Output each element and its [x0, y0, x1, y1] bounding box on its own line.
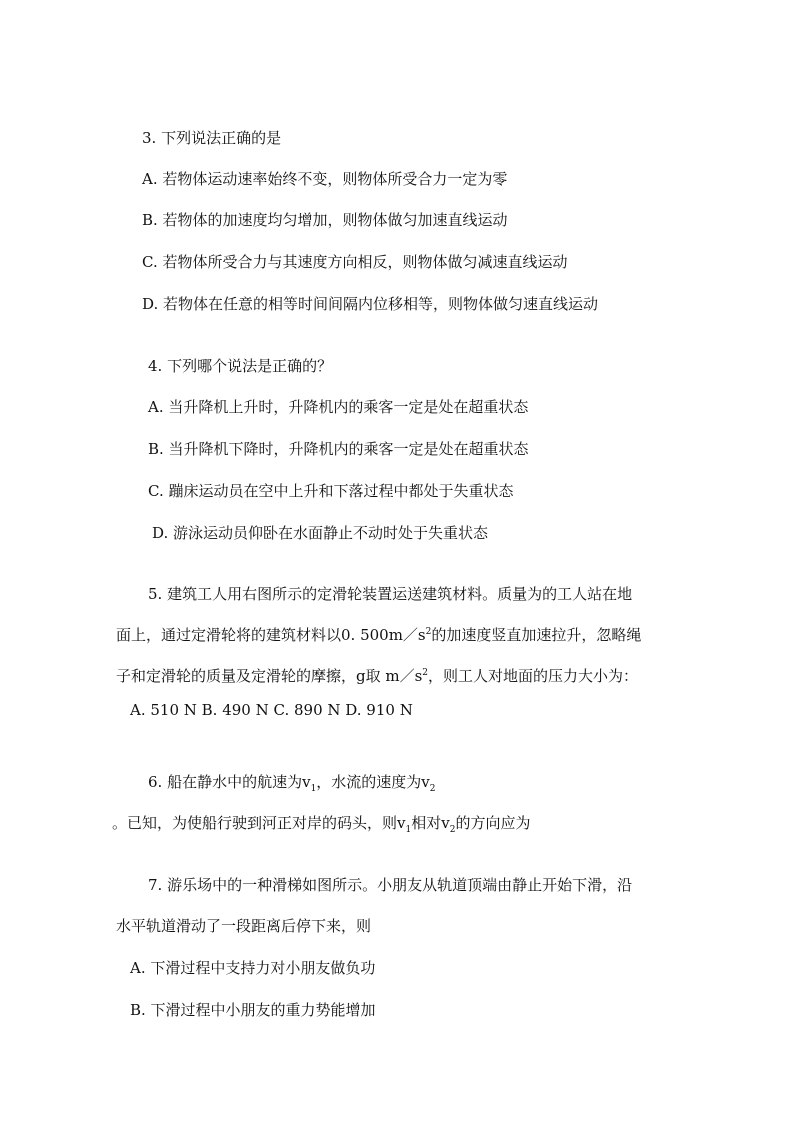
q3-option-b: B. 若物体的加速度均匀增加，则物体做匀加速直线运动: [142, 211, 508, 229]
q6-stem-line-2-text-b: 相对v: [411, 814, 450, 832]
q6-stem-line-1-text-b: ，水流的速度为v: [316, 773, 430, 791]
q6-stem-line-1-text-a: 6. 船在静水中的航速为v: [148, 773, 311, 791]
q6-stem-line-2-subscript-2: 2: [449, 825, 456, 835]
q7-option-a: A. 下滑过程中支持力对小朋友做负功: [130, 959, 376, 977]
q6-stem-line-2: [112, 813, 530, 833]
q4-option-d: D. 游泳运动员仰卧在水面静止不动时处于失重状态: [152, 524, 489, 542]
q6-stem-line-2-subscript-1: 1: [405, 825, 412, 835]
q5-stem-line-2-exponent: 2: [425, 627, 432, 637]
q5-stem-line-3-text-b: ，则工人对地面的压力大小为：: [428, 667, 639, 685]
q6-stem-line-2-text-a: 。已知，为使船行驶到河正对岸的码头，则v: [112, 814, 406, 832]
q5-stem-line-3-exponent: 2: [422, 668, 429, 678]
q6-stem-line-1-subscript-2: 2: [429, 784, 436, 794]
q4-stem: 4. 下列哪个说法是正确的？: [148, 357, 333, 375]
q4-option-c: C. 蹦床运动员在空中上升和下落过程中都处于失重状态: [148, 482, 514, 500]
q5-stem-line-3: [116, 666, 638, 686]
q4-option-b: B. 当升降机下降时，升降机内的乘客一定是处在超重状态: [148, 440, 529, 458]
q5-options: A. 510 N B. 490 N C. 890 N D. 910 N: [130, 701, 413, 719]
q3-option-c: C. 若物体所受合力与其速度方向相反，则物体做匀减速直线运动: [142, 253, 568, 271]
q3-option-d: D. 若物体在任意的相等时间间隔内位移相等，则物体做匀速直线运动: [142, 295, 599, 313]
q6-stem-line-1-subscript-1: 1: [310, 784, 317, 794]
q3-option-a: A. 若物体运动速率始终不变，则物体所受合力一定为零: [142, 170, 508, 188]
q7-stem-line-2: 水平轨道滑动了一段距离后停下来，则: [116, 917, 372, 935]
q4-option-a: A. 当升降机上升时，升降机内的乘客一定是处在超重状态: [148, 398, 529, 416]
q5-stem-line-2-text-a: 面上，通过定滑轮将的建筑材料以0. 500m／s: [116, 626, 426, 644]
q6-stem-line-2-text-c: 的方向应为: [455, 814, 531, 832]
q3-stem: 3. 下列说法正确的是: [142, 129, 282, 147]
q5-stem-line-2-text-b: 的加速度竖直加速拉升，忽略绳: [431, 626, 642, 644]
q7-stem-line-1: 7. 游乐场中的一种滑梯如图所示。小朋友从轨道顶端由静止开始下滑，沿: [148, 876, 633, 894]
q5-stem-line-1: 5. 建筑工人用右图所示的定滑轮装置运送建筑材料。质量为的工人站在地: [148, 585, 633, 603]
q5-stem-line-3-text-a: 子和定滑轮的质量及定滑轮的摩擦，g取 m／s: [116, 667, 423, 685]
q5-stem-line-2: [116, 625, 641, 645]
q7-option-b: B. 下滑过程中小朋友的重力势能增加: [130, 1001, 376, 1019]
q6-stem-line-1: [148, 772, 436, 792]
